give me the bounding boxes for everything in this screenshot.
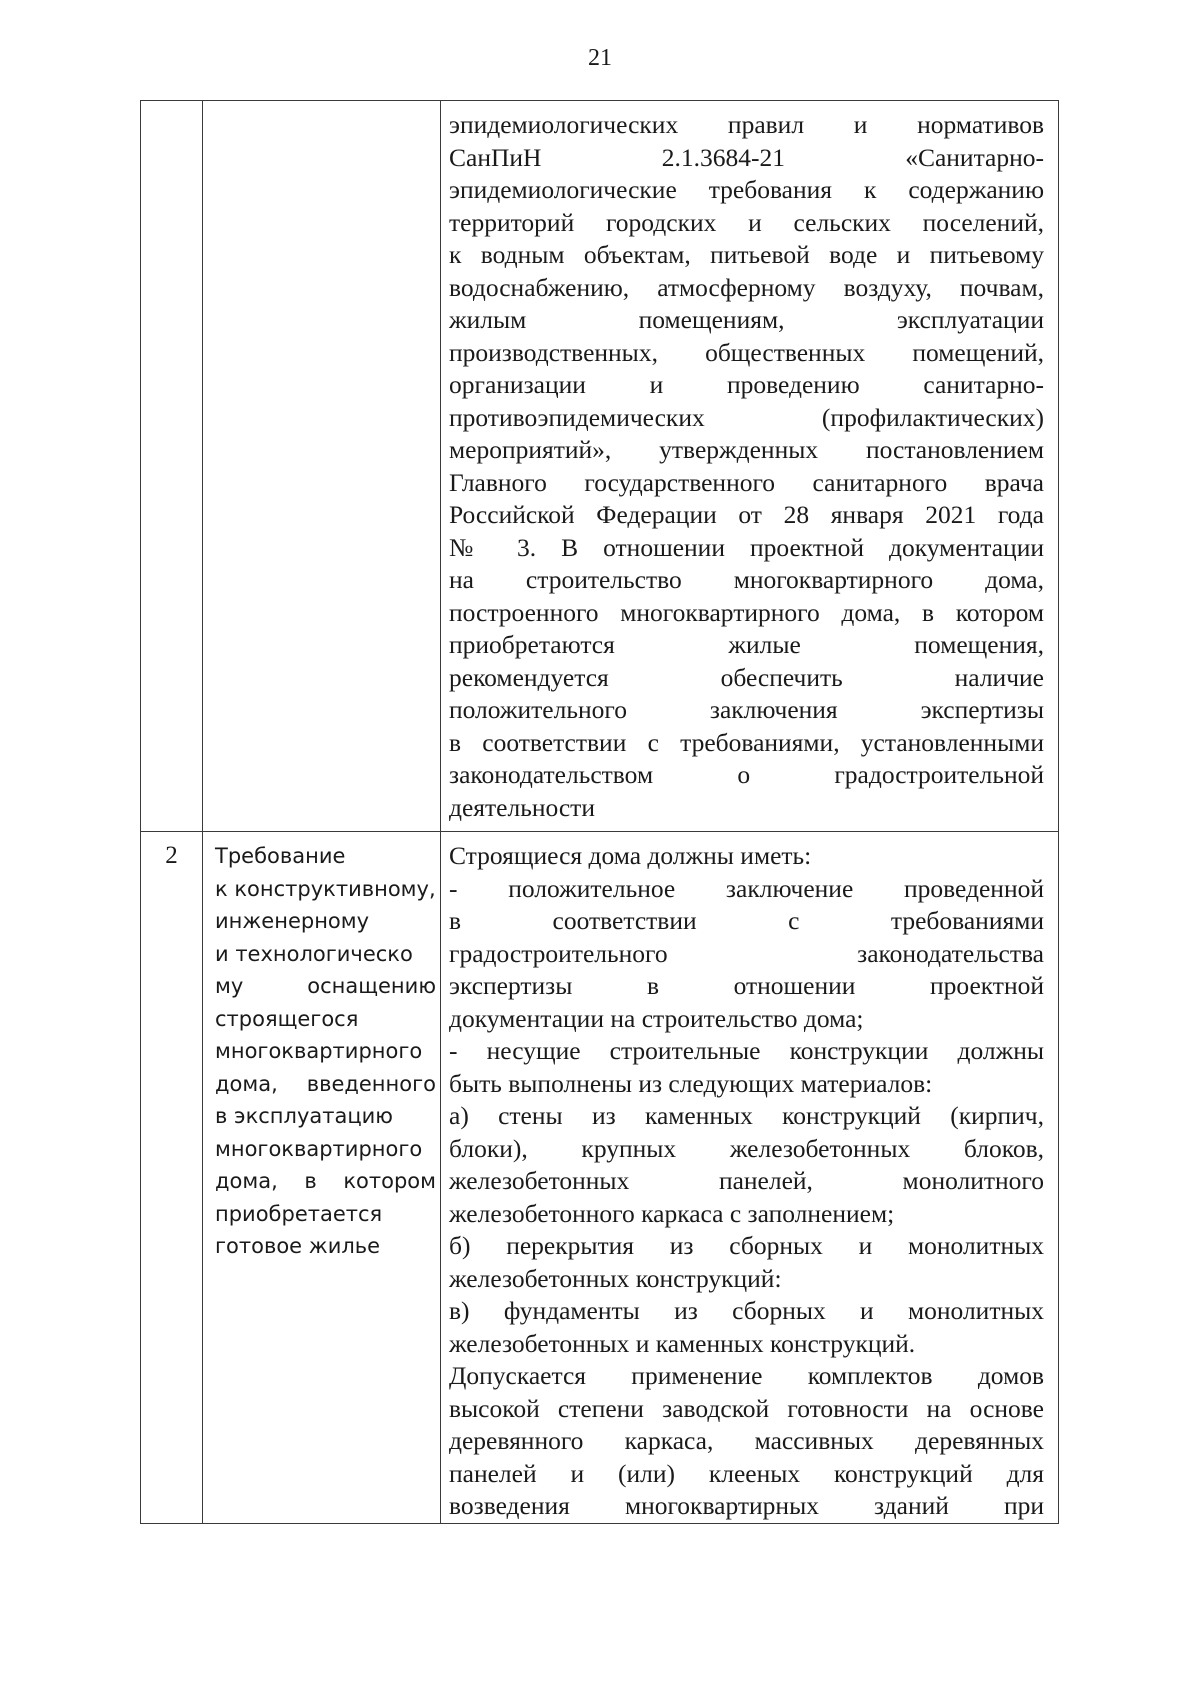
requirement-cell [203,101,441,832]
text-line: высокой степени заводской готовности на основе [449,1393,1044,1423]
text-line: № 3. В отношении проектной документации [449,532,1044,562]
text-line: строящегося [215,1006,359,1031]
text-line: Российской Федерации от 28 января 2021 года [449,500,1044,529]
text-line: документации на строительство дома; [449,1003,864,1033]
requirements-table [140,100,1059,1524]
page-number: 21 [588,45,612,71]
text-line: противоэпидемических (профилактических) [449,402,1044,432]
text-line: эпидемиологических правил и нормативов [449,110,1044,139]
text-line: Требование [215,844,346,868]
text-line: - положительное заключение проведенной [449,873,1044,903]
text-line: и технологическо [215,941,413,966]
text-line: дома, введенного [215,1071,436,1096]
requirement-cell [203,832,441,1524]
text-line: возведения многоквартирных зданий при [449,1491,1044,1520]
text-line: быть выполнены из следующих материалов: [449,1068,933,1098]
text-line: экспертизы в отношении проектной [449,971,1044,1000]
text-line: территорий городских и сельских поселений, [449,207,1044,237]
text-line: водоснабжению, атмосферному воздуху, почвам, [449,272,1044,302]
text-line: мероприятий», утвержденных постановлением [449,435,1044,464]
table-row [141,101,1059,832]
text-line: многоквартирного [215,1039,423,1063]
text-line: организации и проведению санитарно- [449,370,1044,399]
text-line: к водным объектам, питьевой воде и питьевому [449,240,1044,269]
text-line: железобетонного каркаса с заполнением; [449,1198,895,1228]
text-line: железобетонных и каменных конструкций. [449,1328,916,1358]
description-cell [441,832,1059,1524]
text-line: законодательством о градостроительной [449,760,1044,789]
text-line: в) фундаменты из сборных и монолитных [449,1296,1044,1325]
text-line: в соответствии с требованиями, установленными [449,727,1044,757]
text-line: готовое жилье [215,1234,381,1258]
text-line: построенного многоквартирного дома, в котором [449,597,1044,627]
text-line: б) перекрытия из сборных и монолитных [449,1231,1044,1260]
text-line: производственных, общественных помещений, [449,337,1044,367]
text-line: Главного государственного санитарного врача [449,467,1044,497]
text-line: деревянного каркаса, массивных деревянных [449,1426,1044,1455]
text-line: блоки), крупных железобетонных блоков, [449,1133,1044,1163]
text-line: а) стены из каменных конструкций (кирпич, [449,1101,1044,1130]
text-line: дома, в котором [215,1169,436,1193]
text-line: инженерному [215,909,370,933]
description-cell [441,101,1059,832]
text-line: - несущие строительные конструкции должны [449,1036,1044,1065]
text-line: Строящиеся дома должны иметь: [449,841,812,870]
text-line: к конструктивному, [215,876,436,901]
text-line: железобетонных конструкций: [449,1263,782,1293]
text-line: положительного заключения экспертизы [449,695,1044,724]
text-line: деятельности [449,792,595,822]
text-line: жилым помещениям, эксплуатации [449,305,1044,334]
text-line: рекомендуется обеспечить наличие [449,662,1044,692]
row-number-cell [141,101,203,832]
text-line: приобретаются жилые помещения, [449,630,1044,659]
text-line: в эксплуатацию [215,1104,393,1128]
text-line: му оснащению [215,974,436,998]
text-line: железобетонных панелей, монолитного [449,1166,1044,1195]
text-line: СанПиН 2.1.3684-21 «Санитарно- [449,142,1044,172]
text-line: Допускается применение комплектов домов [449,1361,1044,1390]
text-line: на строительство многоквартирного дома, [449,565,1044,594]
text-line: панелей и (или) клееных конструкций для [449,1458,1044,1488]
text-line: приобретается [215,1201,383,1226]
text-line: многоквартирного [215,1136,423,1161]
text-line: градостроительного законодательства [449,938,1044,968]
row-number-cell: 2 [141,832,203,1524]
text-line: в соответствии с требованиями [449,906,1044,935]
text-line: эпидемиологические требования к содержанию [449,175,1044,204]
table-row [141,832,1059,1524]
